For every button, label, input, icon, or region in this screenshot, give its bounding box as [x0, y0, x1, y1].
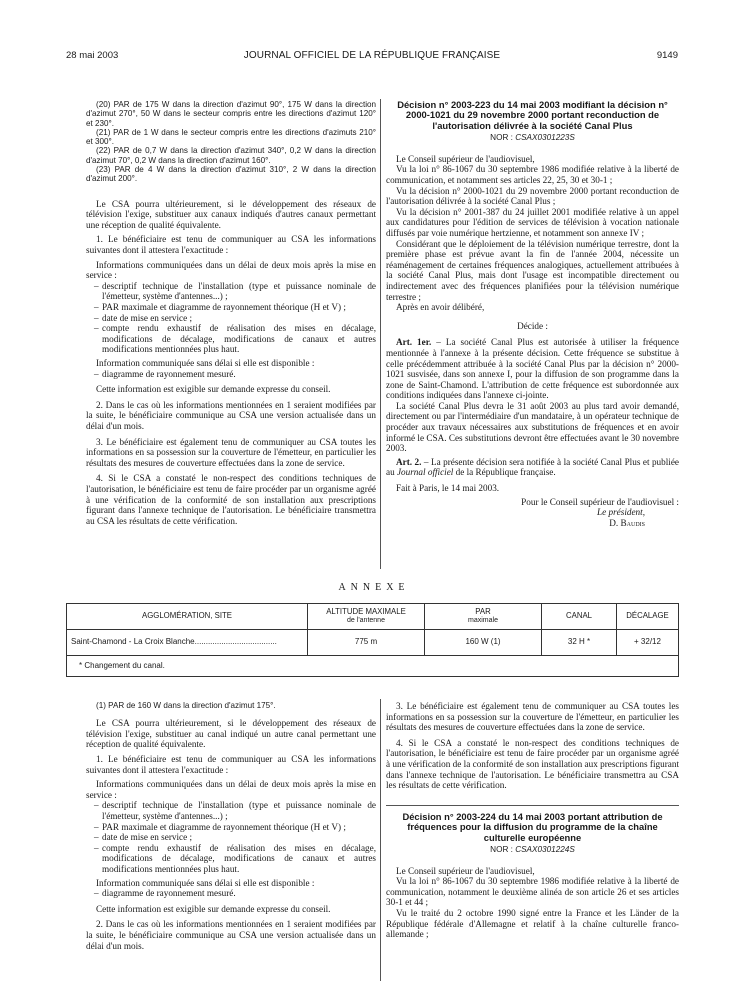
paragraph-substitution: Le CSA pourra ultérieurement, si le développement des réseaux de télévision l'exige, substituer au canal indiqué un autre canal permettant une réception de qualité équivalente.: [86, 718, 376, 750]
journal-title: JOURNAL OFFICIEL DE LA RÉPUBLIQUE FRANÇAISE: [243, 50, 501, 61]
nor-reference: [386, 133, 679, 144]
page-header: [66, 51, 678, 63]
footnote-21: (21) PAR de 1 W dans le secteur compris entre les directions d'azimuts 210° et 300°.: [86, 127, 376, 147]
signature-name: D. Baudis: [609, 517, 645, 528]
list-item: – diagramme de rayonnement mesuré.: [94, 888, 376, 899]
right-top-column: [386, 100, 679, 528]
cell-par: 160 W (1): [425, 630, 542, 656]
column-header-site: [67, 604, 308, 630]
column-header-label: CANAL: [566, 611, 592, 621]
table-footnote-row: [67, 656, 679, 677]
footnote-20: (20) PAR de 175 W dans la direction d'azimut 90°, 175 W dans la direction d'azimut 270°, 50 W dans le secteur compris entre les directions d'azimut 120° et 230°.: [86, 100, 376, 128]
column-header-sublabel: maximale: [468, 616, 498, 624]
list-item: – PAR maximale et diagramme de rayonnement théorique (H et V) ;: [94, 302, 376, 313]
decision-223-heading: Décision n° 2003-223 du 14 mai 2003 modifiant la décision n° 2000-1021 du 29 novembre 2000 portant reconduction de l'autorisation délivrée à la société Canal Plus: [397, 99, 668, 131]
table-header-row: [67, 604, 679, 630]
deliberation: Après en avoir délibéré,: [396, 302, 485, 313]
list-item: – descriptif technique de l'installation (type et puissance nominale de l'émetteur, système d'antennes...) ;: [94, 800, 376, 821]
footnote-22: (22) PAR de 0,7 W dans la direction d'azimut 340°, 0,2 W dans la direction d'azimut 70°, 0,2 W dans la direction d'azimut 160°.: [86, 146, 376, 165]
paragraph-obligation-2: 2. Dans le cas où les informations mentionnées en 1 seraient modifiées par la suite, le bénéficiaire communique au CSA une version actualisée dans un délai d'un mois.: [86, 399, 376, 431]
left-bottom-column: [86, 701, 376, 951]
nor-code: CSAX0301223S: [515, 133, 575, 143]
section-rule: [386, 805, 679, 806]
column-header-decalage: [617, 604, 679, 630]
paragraph-info-two-months: Informations communiquées dans un délai de deux mois après la mise en service :: [86, 259, 376, 281]
visa-conseil: Le Conseil supérieur de l'audiovisuel,: [396, 865, 535, 876]
article-1-label: Art. 1er.: [396, 337, 432, 348]
page-number: 9149: [656, 50, 678, 61]
column-header-label: PAR: [475, 607, 491, 616]
paragraph-obligation-1: 1. Le bénéficiaire est tenu de communiquer au CSA les informations suivantes dont il attestera l'exactitude :: [86, 754, 376, 775]
footnote-text: * Changement du canal.: [79, 660, 165, 670]
fait-a-paris: Fait à Paris, le 14 mai 2003.: [396, 483, 500, 494]
list-item: – compte rendu exhaustif de réalisation des mises en décalage, modifications de décalage, modifications de canaux et autres modifications mentionnées plus haut.: [94, 323, 376, 355]
paragraph-info-two-months: Informations communiquées dans un délai de deux mois après la mise en service :: [86, 779, 376, 800]
info-list: [86, 281, 376, 355]
article-1-continuation: La société Canal Plus devra le 31 août 2003 au plus tard avoir demandé, directement ou par l'intermédiaire d'un mandataire, à un opérateur technique de procéder aux travaux nécessaires aux substitutions de fréquences et en avoir informé le CSA. Ces substitutions devront être effectuées avant le 30 novembre 2003.: [386, 400, 679, 454]
annex-title: ANNEXE: [338, 582, 410, 593]
column-header-sublabel: de l'antenne: [347, 616, 385, 624]
visa-decision-2000: Vu la décision n° 2000-1021 du 29 novembre 2000 portant reconduction de l'autorisation délivrée à la société Canal Plus ;: [386, 185, 679, 207]
paragraph-obligation-1: 1. Le bénéficiaire est tenu de communiquer au CSA les informations suivantes dont il attestera l'exactitude :: [86, 234, 376, 256]
decide-label: Décide :: [517, 320, 548, 331]
visa-decision-2001: Vu la décision n° 2001-387 du 24 juillet 2001 modifiée relative à un appel aux candidatures pour l'édition de services de télévision à vocation nationale diffusés par voie numérique hertzienne, et notamment son annexe IV ;: [386, 206, 679, 238]
nor-code: CSAX0301224S: [515, 844, 575, 854]
paragraph-substitution: Le CSA pourra ultérieurement, si le développement des réseaux de télévision l'exige, substituer aux canaux indiqués d'autres canaux permettant une réception de qualité équivalente.: [86, 198, 376, 230]
visa-conseil: Le Conseil supérieur de l'audiovisuel,: [396, 153, 535, 164]
list-item: – date de mise en service ;: [94, 313, 376, 324]
list-item: – compte rendu exhaustif de réalisation des mises en décalage, modifications de décalage, modifications de canaux et autres modifications mentionnées plus haut.: [94, 843, 376, 875]
paragraph-info-no-delay: Information communiquée sans délai si elle est disponible :: [96, 357, 315, 368]
cell-footnote: [67, 656, 679, 677]
info-list-2: [86, 888, 376, 899]
article-1-text: – La société Canal Plus est autorisée à utiliser la fréquence mentionnée à l'annexe à la présente décision. Cette fréquence se substitue à celle précédemment attribuée à la société Canal Plus par la décision n° 2000-1021 susvisée, dans son annexe I, pour la diffusion de son programme dans la zone de Saint-Chamond. L'attribution de cette fréquence est subordonnée aux conditions indiquées dans l'annexe ci-jointe.: [386, 337, 679, 401]
paragraph-obligation-4: 4. Si le CSA a constaté le non-respect des conditions techniques de l'autorisation, le bénéficiaire est tenu de faire procéder par un organisme agréé à une vérification de la conformité de son installation aux prescriptions figurant dans l'annexe technique de l'autorisation. Le bénéficiaire transmettra au CSA les résultats de cette vérification.: [386, 737, 679, 791]
paragraph-exigible: Cette information est exigible sur demande expresse du conseil.: [96, 903, 331, 914]
column-header-altitude: [308, 604, 425, 630]
column-header-label: AGGLOMÉRATION, SITE: [142, 611, 232, 621]
paragraph-obligation-3: 3. Le bénéficiaire est également tenu de communiquer au CSA toutes les informations en sa possession sur la couverture de l'émetteur, en particulier les résultats des mesures de couverture effectuées dans la zone de service.: [86, 436, 376, 468]
column-divider-bottom: [380, 699, 381, 981]
left-top-column: [86, 100, 376, 526]
journal-officiel-ref: Journal officiel: [396, 467, 454, 478]
list-item: – diagramme de rayonnement mesuré.: [94, 369, 376, 380]
considerant: Considérant que le déploiement de la télévision numérique terrestre, dont la première phase est prévue avant la fin de l'année 2004, nécessite un réaménagement de certaines fréquences analogiques, actuellement attribuées à la société Canal Plus, mais dont l'usage est incompatible directement ou indirectement avec des fréquences planifiées pour la télévision numérique terrestre ;: [386, 238, 679, 302]
paragraph-exigible: Cette information est exigible sur demande expresse du conseil.: [96, 384, 331, 395]
visa-loi: Vu la loi n° 86-1067 du 30 septembre 1986 modifiée relative à la liberté de communication, et notamment ses articles 22, 25, 30 et 30-1 ;: [386, 164, 679, 185]
list-item: – date de mise en service ;: [94, 832, 376, 843]
nor-reference: [386, 845, 679, 856]
visa-traite: Vu le traité du 2 octobre 1990 signé entre la France et les Länder de la République fédérale d'Allemagne et relatif à la chaîne culturelle franco-allemande ;: [386, 907, 679, 940]
paragraph-obligation-3: 3. Le bénéficiaire est également tenu de communiquer au CSA toutes les informations en sa possession sur la couverture de l'émetteur, en particulier les résultats des mesures de couverture effectuées dans la zone de service.: [386, 701, 679, 733]
column-divider-top: [380, 99, 381, 569]
article-2-text-end: de la République française.: [453, 467, 556, 478]
right-bottom-column: [386, 701, 679, 940]
table-row: [67, 630, 679, 656]
visa-loi: Vu la loi n° 86-1067 du 30 septembre 1986 modifiée relative à la liberté de communication, notamment le deuxième alinéa de son article 26 et ses articles 30-1 et 44 ;: [386, 876, 679, 908]
signature-line-1: Pour le Conseil supérieur de l'audiovisuel :: [521, 496, 679, 507]
list-item: – descriptif technique de l'installation (type et puissance nominale de l'émetteur, système d'antennes...) ;: [94, 281, 376, 302]
article-2: [386, 457, 679, 478]
signature-title: Le président,: [597, 507, 645, 518]
nor-label: NOR :: [490, 133, 516, 143]
info-list: [86, 800, 376, 874]
list-item: – PAR maximale et diagramme de rayonnement théorique (H et V) ;: [94, 822, 376, 833]
article-1: [386, 337, 679, 401]
footnote-23: (23) PAR de 4 W dans la direction d'azimut 310°, 2 W dans la direction d'azimut 200°.: [86, 165, 376, 184]
article-2-label: Art. 2.: [396, 456, 422, 467]
column-header-canal: [542, 604, 617, 630]
column-header-label: DÉCALAGE: [626, 611, 669, 621]
paragraph-obligation-4: 4. Si le CSA a constaté le non-respect des conditions techniques de l'autorisation, le bénéficiaire est tenu de faire procéder par un organisme agréé à une vérification de la conformité de son installation aux prescriptions figurant dans l'annexe technique de l'autorisation. Le bénéficiaire transmettra au CSA les résultats de cette vérification.: [86, 473, 376, 526]
cell-site: Saint-Chamond - La Croix Blanche.....................................: [67, 630, 308, 656]
paragraph-obligation-2: 2. Dans le cas où les informations mentionnées en 1 seraient modifiées par la suite, le bénéficiaire communique au CSA une version actualisée dans un délai d'un mois.: [86, 919, 376, 951]
column-header-label: ALTITUDE MAXIMALE: [326, 607, 406, 616]
annex-table: [66, 603, 679, 677]
info-list-2: [86, 369, 376, 380]
paragraph-info-no-delay: Information communiquée sans délai si elle est disponible :: [96, 877, 315, 888]
annex-footnote-1: (1) PAR de 160 W dans la direction d'azimut 175°.: [96, 701, 276, 710]
decision-224-heading: Décision n° 2003-224 du 14 mai 2003 portant attribution de fréquences pour la diffusion du programme de la chaîne culturelle européenne: [402, 810, 663, 843]
cell-altitude: 775 m: [308, 630, 425, 656]
cell-decalage: + 32/12: [617, 630, 679, 656]
article-2-text: – La présente décision sera notifiée à la société Canal Plus et publiée au: [386, 456, 679, 478]
footnotes: [86, 100, 376, 184]
cell-canal: 32 H *: [542, 630, 617, 656]
nor-label: NOR :: [490, 844, 516, 854]
header-date: 28 mai 2003: [66, 50, 119, 61]
column-header-par: [425, 604, 542, 630]
